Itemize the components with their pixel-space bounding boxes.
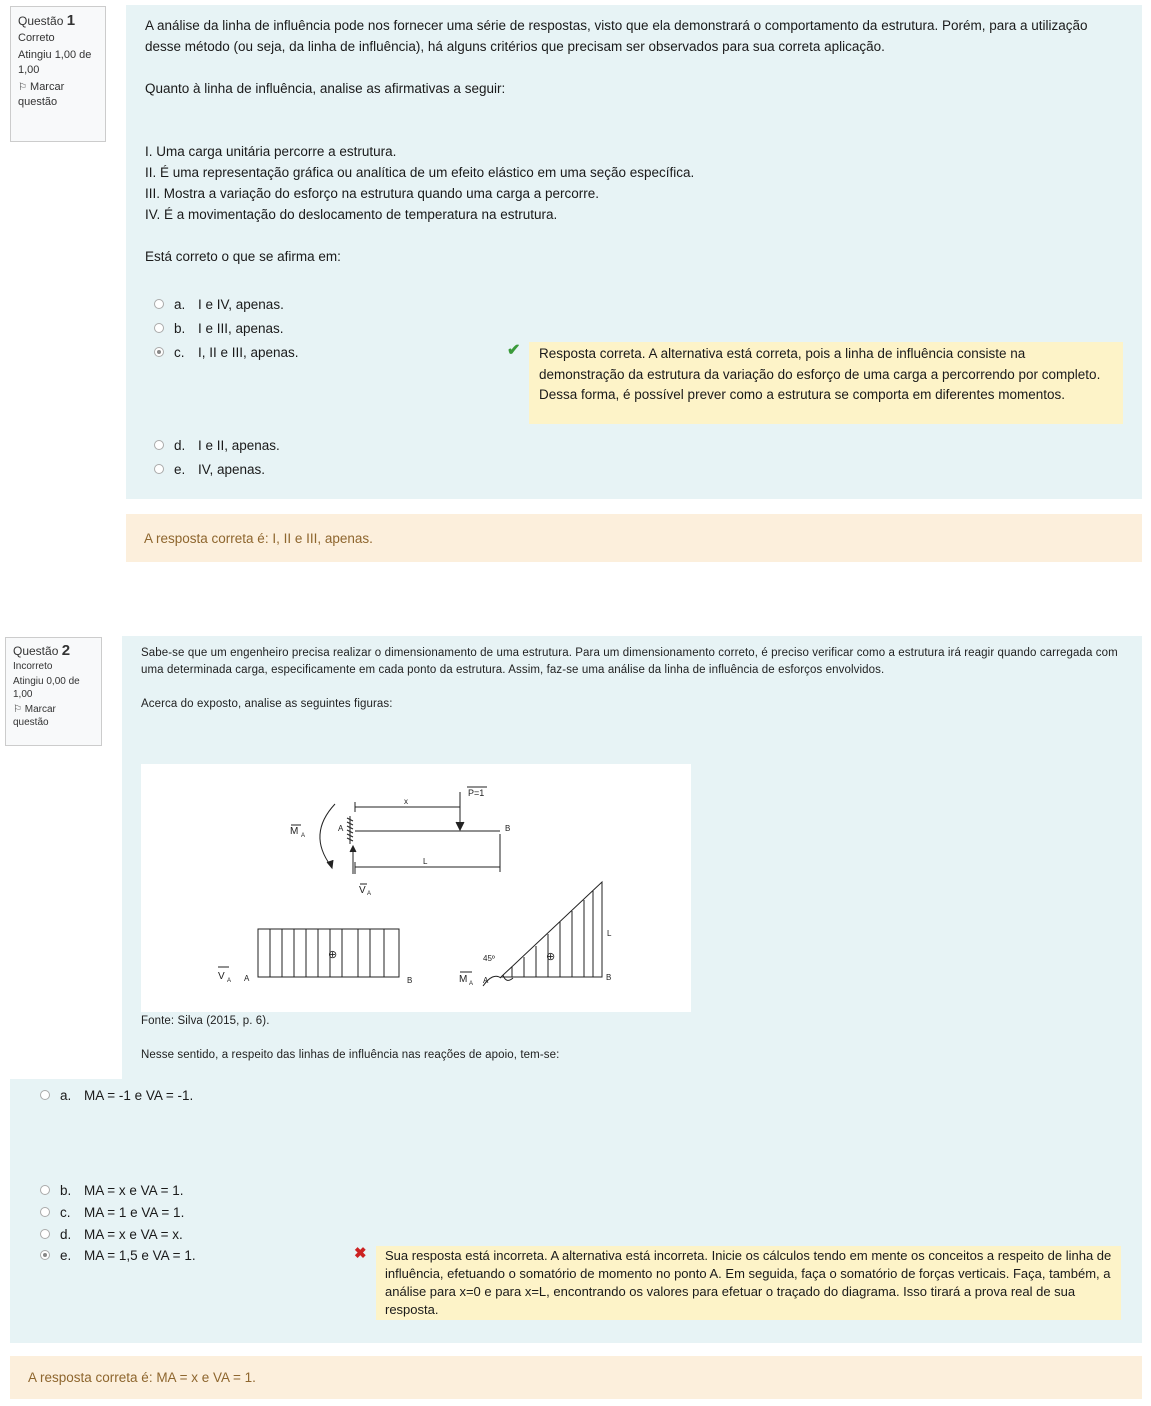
question-info-2: [5, 637, 102, 746]
question-number: Questão 2: [13, 642, 71, 659]
answer-option-b[interactable]: b. MA = x e VA = 1.: [40, 1181, 184, 1201]
radio-button-selected[interactable]: [40, 1250, 50, 1260]
radio-button[interactable]: [154, 323, 164, 333]
question-text: [145, 15, 1115, 267]
answer-option-e[interactable]: e. IV, apenas.: [154, 460, 265, 480]
question-state: Correto: [18, 32, 55, 44]
answer-option-e[interactable]: e. MA = 1,5 e VA = 1.: [40, 1246, 196, 1266]
question-info-1: [10, 6, 106, 142]
flag-icon: ⚐: [13, 704, 22, 715]
label-b: B: [505, 824, 511, 833]
statement-2: II. É uma representação gráfica ou analítica de um efeito elástico em uma seção específica.: [145, 165, 695, 180]
statement-3: III. Mostra a variação do esforço na estrutura quando uma carga a percorre.: [145, 186, 599, 201]
answer-option-a[interactable]: a. MA = -1 e VA = -1.: [40, 1086, 193, 1106]
answer-feedback: Sua resposta está incorreta. A alternativa está incorreta. Inicie os cálculos tendo em mente os conceitos a respeito de linha de influência, efetuando o somatório de momento no ponto A. Em seguida, faça o somatório de forças verticais. Faça, também, a análise para x=0 e para x=L, encontrando os valores para efetuar o traçado do diagrama. Isso tirará a prova real de sua resposta.: [376, 1246, 1121, 1320]
label-ma-sub: A: [301, 833, 306, 839]
flag-question-link[interactable]: ⚐ Marcar questão: [13, 704, 56, 728]
answer-option-a[interactable]: a. I e IV, apenas.: [154, 295, 284, 315]
radio-button-selected[interactable]: [154, 347, 164, 357]
label-b-3: B: [606, 973, 612, 982]
answer-option-b[interactable]: b. I e III, apenas.: [154, 319, 284, 339]
label-ma-2: M: [459, 974, 468, 985]
figure-source: Fonte: Silva (2015, p. 6).: [141, 1015, 270, 1027]
label-va: V: [359, 885, 366, 896]
question-state: Incorreto: [13, 661, 53, 672]
incorrect-cross-icon: ✖: [354, 1245, 367, 1262]
question-intro: A análise da linha de influência pode nos fornecer uma série de respostas, visto que ela demonstrará o comportamento da estrutura. Porém, para a utilização desse método (ou seja, da linha de influência), há alguns critérios que precisam ser observados para sua correta aplicação.: [145, 18, 1088, 54]
question-ask: Está correto o que se afirma em:: [145, 249, 341, 264]
correct-check-icon: ✔: [507, 342, 521, 359]
structural-figure: [141, 764, 691, 1012]
radio-button[interactable]: [40, 1207, 50, 1217]
right-answer: A resposta correta é: MA = x e VA = 1.: [10, 1356, 1142, 1399]
answer-feedback: Resposta correta. A alternativa está correta, pois a linha de influência consiste na demonstração da estrutura da variação do esforço de uma carga a percorrendo por completo. Dessa forma, é possível prever como a estrutura se comporta em diferentes momentos.: [529, 342, 1123, 424]
flag-icon: ⚐: [18, 82, 27, 93]
answer-option-c[interactable]: c. MA = 1 e VA = 1.: [40, 1203, 184, 1223]
question-grade: Atingiu 1,00 de 1,00: [18, 49, 92, 76]
label-l: L: [423, 857, 428, 866]
influence-line-diagram: [141, 764, 691, 1012]
label-plus-1: ⊕: [328, 949, 338, 961]
question-prompt: Quanto à linha de influência, analise as afirmativas a seguir:: [145, 81, 506, 96]
right-answer: A resposta correta é: I, II e III, apenas.: [126, 514, 1142, 562]
answer-option-d[interactable]: d. MA = x e VA = x.: [40, 1225, 183, 1245]
radio-button[interactable]: [40, 1185, 50, 1195]
label-va-2-sub: A: [227, 978, 232, 984]
statement-1: I. Uma carga unitária percorre a estrutura.: [145, 144, 397, 159]
label-angle: 45º: [483, 954, 495, 963]
label-l-2: L: [607, 929, 612, 938]
label-plus-2: ⊕: [546, 951, 556, 963]
label-a: A: [338, 824, 344, 833]
label-b-2: B: [407, 976, 413, 985]
question-text-lower: [141, 1013, 1126, 1064]
answer-option-d[interactable]: d. I e II, apenas.: [154, 436, 280, 456]
radio-button[interactable]: [40, 1229, 50, 1239]
radio-button[interactable]: [154, 464, 164, 474]
label-x: x: [404, 797, 408, 806]
radio-button[interactable]: [154, 440, 164, 450]
answer-option-c[interactable]: c. I, II e III, apenas.: [154, 343, 299, 363]
question-number: Questão 1: [18, 12, 76, 29]
label-a-3: A: [483, 976, 489, 985]
question-grade: Atingiu 0,00 de 1,00: [13, 676, 80, 700]
label-p: P=1: [468, 788, 485, 798]
question-ask: Nesse sentido, a respeito das linhas de influência nas reações de apoio, tem-se:: [141, 1049, 560, 1061]
label-va-2: V: [218, 971, 225, 982]
label-ma: M: [290, 826, 299, 837]
question-intro: Sabe-se que um engenheiro precisa realizar o dimensionamento de uma estrutura. Para um dimensionamento correto, é preciso verificar como a estrutura irá reagir quando carregada com uma determinada carga, especificamente em cada ponto da estrutura. Assim, faz-se uma análise da linha de influência de esforços envolvidos.: [141, 647, 1118, 676]
question-text: [141, 645, 1126, 713]
flag-question-link[interactable]: ⚐ Marcar questão: [18, 81, 65, 108]
statement-4: IV. É a movimentação do deslocamento de temperatura na estrutura.: [145, 207, 558, 222]
radio-button[interactable]: [40, 1090, 50, 1100]
question-prompt: Acerca do exposto, analise as seguintes figuras:: [141, 698, 393, 710]
label-va-sub: A: [367, 891, 372, 897]
label-ma-2-sub: A: [469, 981, 474, 987]
label-a-2: A: [244, 974, 250, 983]
radio-button[interactable]: [154, 299, 164, 309]
